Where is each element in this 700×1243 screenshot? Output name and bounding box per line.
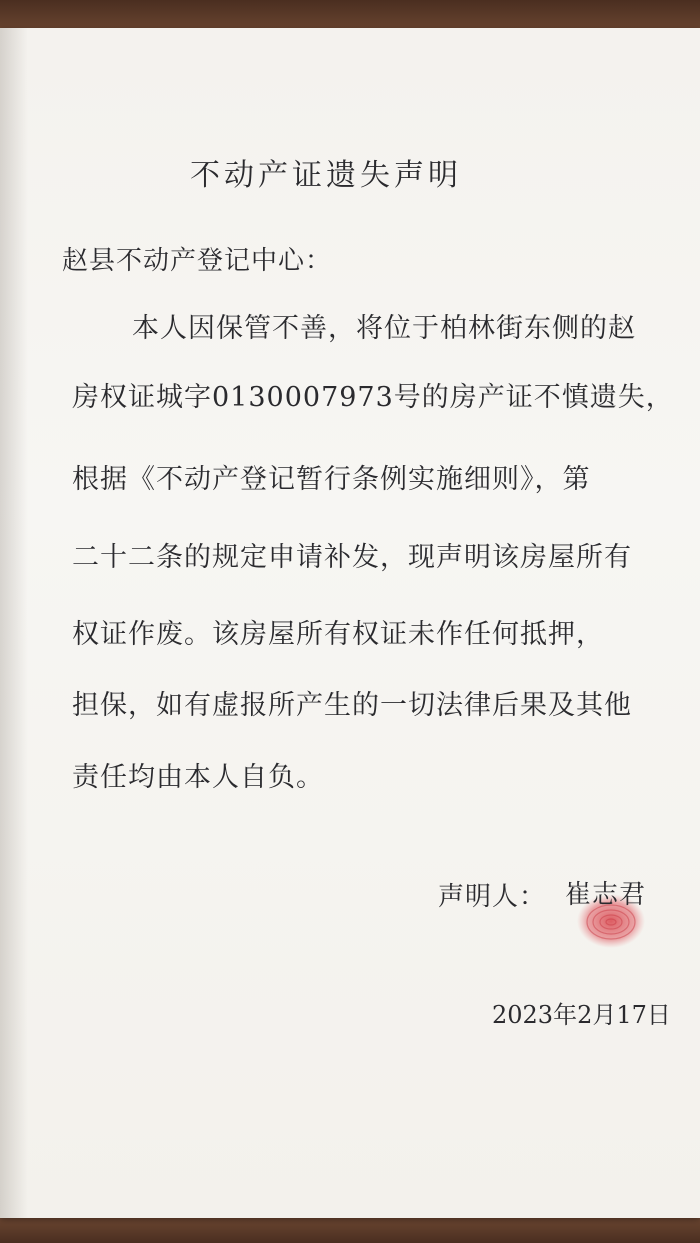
declaration-date: 2023年2月17日 [492, 1001, 671, 1029]
body-line-1: 本人因保管不善，将位于柏林街东侧的赵 [132, 313, 636, 344]
paper-shadow [0, 28, 28, 1218]
body-line-2: 房权证城字0130007973号的房产证不慎遗失， [72, 382, 674, 413]
declarant-label: 声明人： [438, 882, 547, 912]
table-surface-bottom [0, 1218, 700, 1243]
document-title: 不动产证遗失声明 [190, 158, 462, 193]
body-line-6: 担保，如有虚报所产生的一切法律后果及其他 [72, 690, 632, 721]
body-line-4: 二十二条的规定申请补发，现声明该房屋所有 [72, 542, 632, 573]
body-line-7: 责任均由本人自负。 [72, 762, 324, 793]
salutation: 赵县不动产登记中心： [62, 246, 333, 276]
declarant-signature: 崔志君 [565, 880, 647, 910]
body-line-5: 权证作废。该房屋所有权证未作任何抵押， [72, 619, 604, 650]
body-line-3: 根据《不动产登记暂行条例实施细则》，第 [72, 464, 591, 495]
